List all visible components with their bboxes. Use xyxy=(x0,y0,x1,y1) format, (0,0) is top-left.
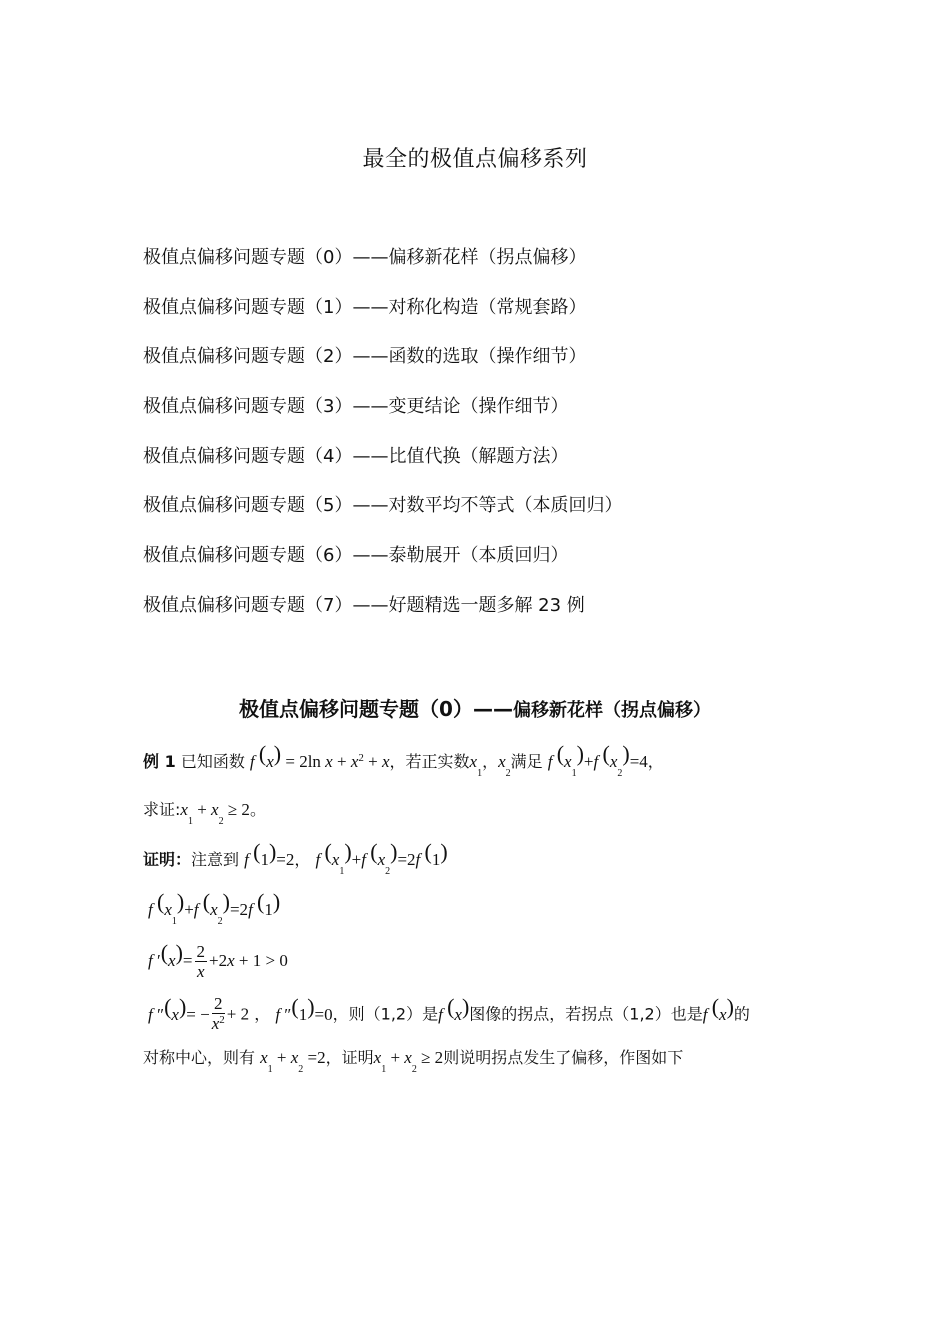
proof-text: 图像的拐点，若拐点（1,2）也是 xyxy=(469,1004,703,1024)
first-derivative: f ′(x)= xyxy=(148,940,193,970)
f-of-1: f (1)=2 xyxy=(244,839,295,869)
expression: +2x + 1 > 0 xyxy=(209,951,288,970)
proof-text: ，则（1,2）是 xyxy=(332,1004,439,1024)
variable-x1: $x_1$ xyxy=(469,752,483,779)
sum-equation: f $(x_1)+f$ $(x_2)=2f$ (1) xyxy=(315,839,448,877)
second-derivative: f ″(x)= − xyxy=(148,993,210,1024)
f-of-x: f (x) xyxy=(438,993,470,1024)
proof-text: 注意到 xyxy=(191,850,240,869)
toc-item: 极值点偏移问题专题（4）——比值代换（解题方法） xyxy=(143,445,569,467)
target-inequality: $x_1 + x_2 \ge 2$ xyxy=(373,1048,444,1075)
prove-inequality: $x_1 + x_2 \ge 2$ xyxy=(180,800,250,827)
toc-item: 极值点偏移问题专题（7）——好题精选一题多解 23 例 xyxy=(143,594,585,616)
proof-text: 则说明拐点发生了偏移，作图如下 xyxy=(443,1048,684,1067)
function-definition: f (x) = 2ln $x + x^2 + x$ xyxy=(249,741,390,771)
section-title-sub: 偏移新花样（拐点偏移） xyxy=(512,700,711,721)
example-text: 满足 xyxy=(510,752,543,771)
derivative-line xyxy=(148,942,288,981)
toc-item: 极值点偏移问题专题（5）——对数平均不等式（本质回归） xyxy=(143,495,623,517)
variable-x2: $x_2$ xyxy=(498,752,511,779)
prove-statement xyxy=(143,798,266,825)
proof-label: 证明： xyxy=(143,850,192,869)
example-text: 已知函数 xyxy=(180,752,245,771)
conclusion-line xyxy=(143,1046,683,1073)
proof-text: 对称中心，则有 xyxy=(143,1048,256,1067)
proof-intro xyxy=(143,839,448,877)
table-of-contents xyxy=(143,246,622,644)
proof-text: ， xyxy=(254,1004,271,1024)
proof-text: ， xyxy=(294,850,311,869)
expression: + 2 xyxy=(226,1004,250,1024)
example-text: ，若正实数 xyxy=(389,752,470,771)
condition-equation: f $(x_1)+f$ $(x_2)=4$ xyxy=(547,741,648,779)
proof-text: ，证明 xyxy=(325,1048,374,1067)
fraction: $\frac{2}{x}$ xyxy=(196,942,205,981)
proof-text: 的 xyxy=(733,1004,750,1024)
second-derivative-line xyxy=(148,994,750,1036)
example-label: 例 1 xyxy=(143,752,176,771)
example-text: ， xyxy=(482,752,499,771)
f-of-x: f (x) xyxy=(702,993,734,1024)
toc-item: 极值点偏移问题专题（6）——泰勒展开（本质回归） xyxy=(143,545,569,567)
page-title: 最全的极值点偏移系列 xyxy=(362,147,588,172)
toc-item: 极值点偏移问题专题（3）——变更结论（操作细节） xyxy=(143,396,569,418)
toc-item: 极值点偏移问题专题（1）——对称化构造（常规套路） xyxy=(143,296,587,318)
prove-label: 求证: xyxy=(143,800,181,819)
fraction: $\frac{2}{x^2}$ xyxy=(211,994,225,1033)
equation: f $(x_1)+f$ $(x_2)=2f$ (1) xyxy=(148,889,281,927)
section-title-main: 极值点偏移问题专题（0）—— xyxy=(239,697,513,721)
f-double-prime-1: f ″(1)=0 xyxy=(275,993,333,1024)
prove-end: 。 xyxy=(249,800,266,819)
equation-line-1 xyxy=(148,889,281,927)
example-statement xyxy=(143,741,664,779)
section-title xyxy=(0,693,950,722)
toc-item: 极值点偏移问题专题（0）——偏移新花样（拐点偏移） xyxy=(143,247,587,268)
symmetry-equation: $x_1 + x_2 =2$ xyxy=(260,1048,326,1075)
example-text: ， xyxy=(647,752,664,771)
toc-item: 极值点偏移问题专题（2）——函数的选取（操作细节） xyxy=(143,346,587,368)
